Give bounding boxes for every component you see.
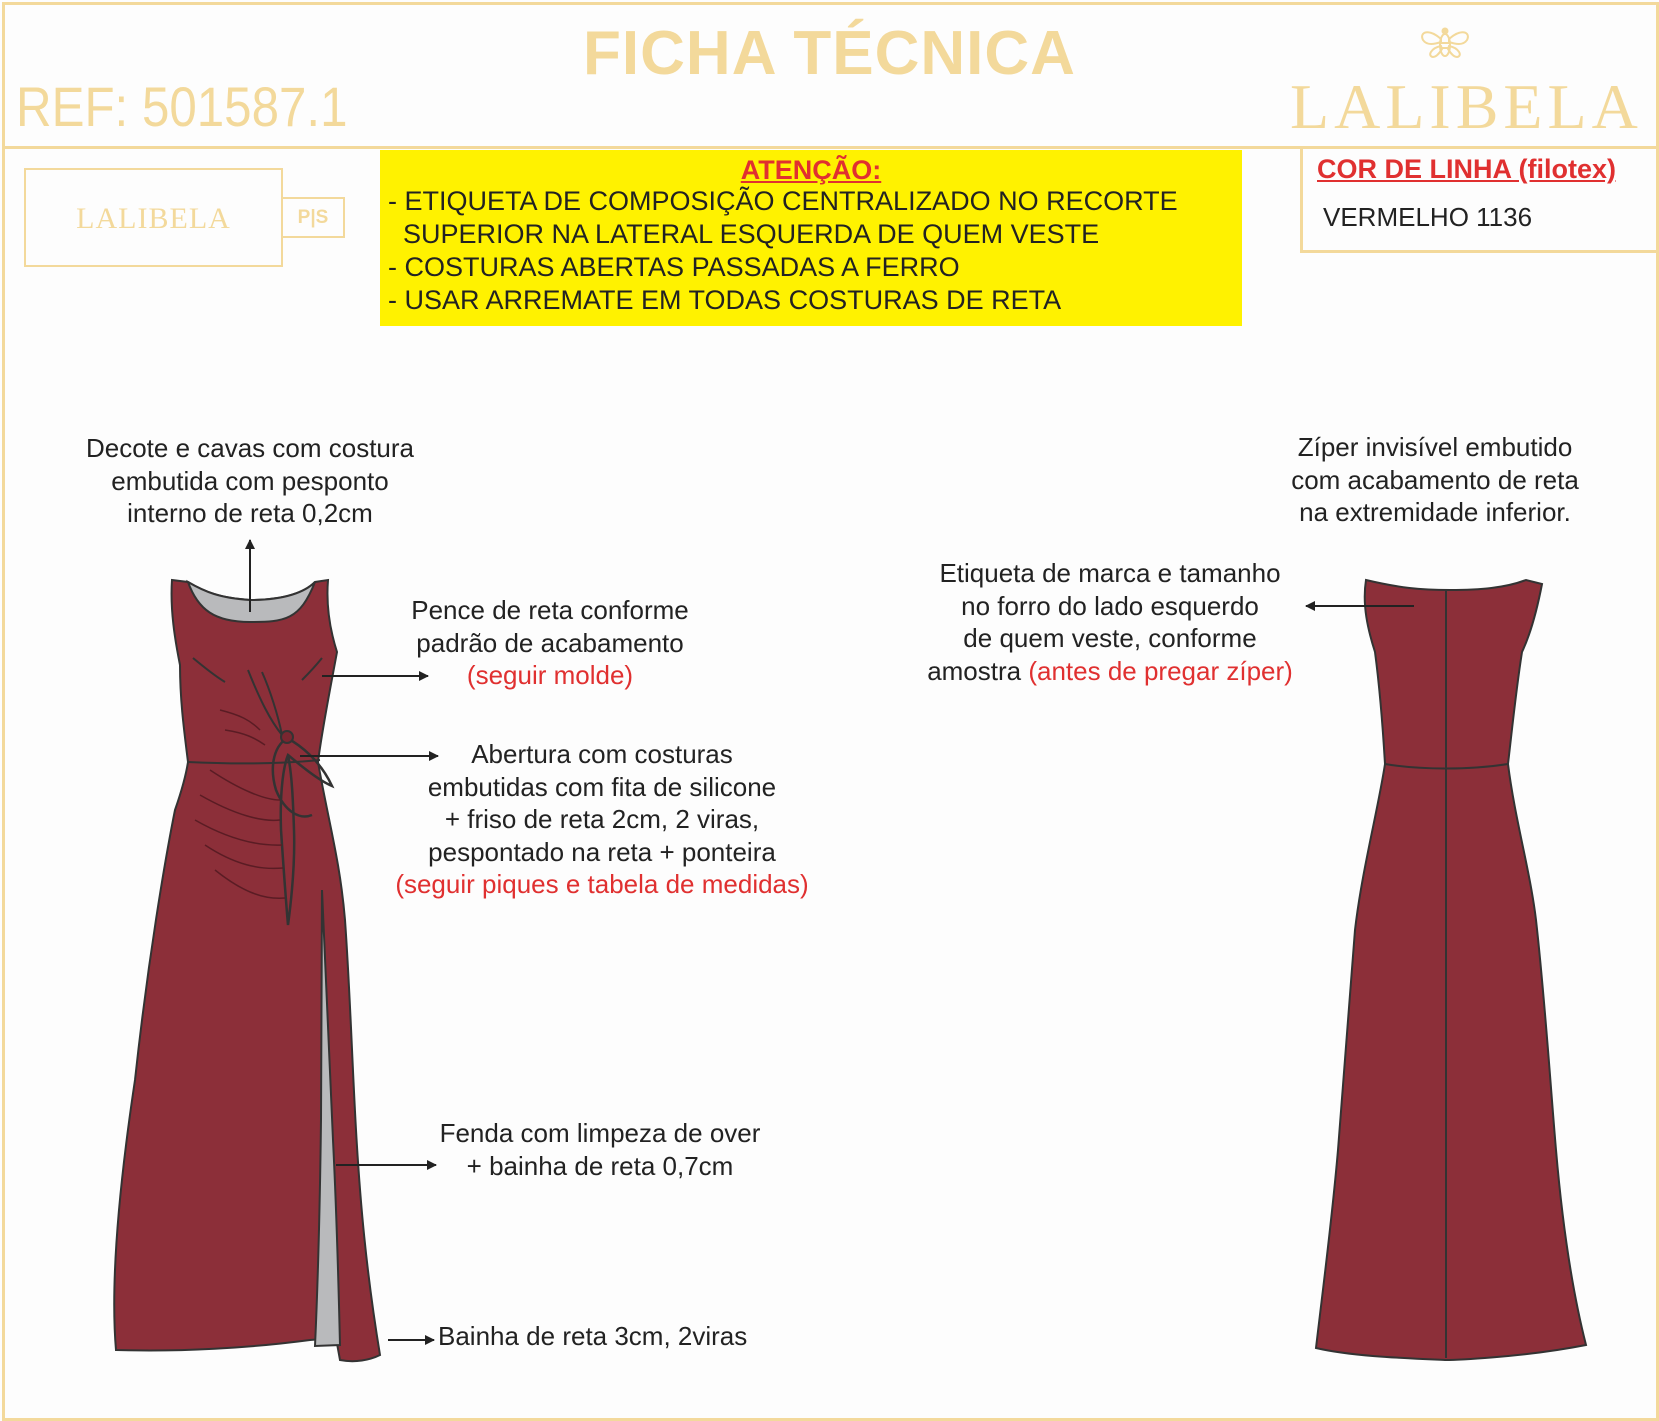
attention-title: ATENÇÃO:: [740, 155, 882, 185]
note-line: Pence de reta conforme: [411, 595, 689, 625]
back-dress-body: [1316, 580, 1586, 1360]
note-line: + friso de reta 2cm, 2 viras,: [444, 804, 760, 834]
note-line: Fenda com limpeza de over: [439, 1118, 761, 1148]
note-text-red: (antes de pregar zíper): [1028, 655, 1293, 686]
note-line: embutida com pesponto: [111, 465, 389, 496]
label-brand-text: LALIBELA: [76, 202, 231, 235]
front-dress: [114, 580, 380, 1361]
size-tag: P|S: [281, 197, 345, 238]
page-title: FICHA TÉCNICA: [583, 19, 1076, 88]
hem-note: Bainha de reta 3cm, 2viras: [438, 1321, 748, 1351]
reference-code: REF: 501587.1: [16, 75, 348, 138]
note-line: com acabamento de reta: [1291, 464, 1579, 495]
slit-note: [410, 1117, 790, 1182]
note-line: padrão de acabamento: [416, 627, 684, 658]
dart-note: [380, 594, 720, 692]
note-line: [900, 655, 1320, 688]
note-line-red: (seguir piques e tabela de medidas): [395, 869, 809, 899]
thread-color-value: VERMELHO 1136: [1323, 202, 1533, 232]
zipper-note: [1260, 431, 1610, 529]
neckline-note: [60, 432, 440, 530]
attention-line: - ETIQUETA DE COMPOSIÇÃO CENTRALIZADO NO RECORTE: [388, 186, 1178, 216]
note-line: na extremidade inferior.: [1299, 497, 1571, 527]
note-line: Decote e cavas com costura: [85, 433, 415, 463]
note-line: Abertura com costuras: [471, 739, 733, 769]
note-line: pespontado na reta + ponteira: [428, 836, 776, 867]
back-dress: [1316, 580, 1586, 1360]
note-line: + bainha de reta 0,7cm: [466, 1150, 734, 1181]
front-dress-body: [114, 580, 380, 1361]
brand-tag-note: [900, 557, 1320, 687]
note-text: amostra: [927, 655, 1029, 686]
note-line: Zíper invisível embutido: [1297, 432, 1573, 462]
front-tie-knot: [281, 731, 293, 743]
brand-logo: LALIBELA: [1290, 71, 1643, 142]
note-line: interno de reta 0,2cm: [127, 498, 373, 528]
note-line: no forro do lado esquerdo: [961, 590, 1259, 621]
attention-line: - COSTURAS ABERTAS PASSADAS A FERRO: [388, 252, 960, 282]
note-line: embutidas com fita de silicone: [427, 771, 777, 802]
note-line: de quem veste, conforme: [963, 623, 1257, 653]
opening-note: [362, 738, 842, 901]
attention-line: SUPERIOR NA LATERAL ESQUERDA DE QUEM VESTE: [388, 219, 1100, 249]
attention-line: - USAR ARREMATE EM TODAS COSTURAS DE RETA: [388, 285, 1062, 315]
note-line: Etiqueta de marca e tamanho: [939, 558, 1281, 588]
thread-color-title: COR DE LINHA (filotex): [1317, 154, 1616, 184]
note-line-red: (seguir molde): [466, 660, 634, 690]
